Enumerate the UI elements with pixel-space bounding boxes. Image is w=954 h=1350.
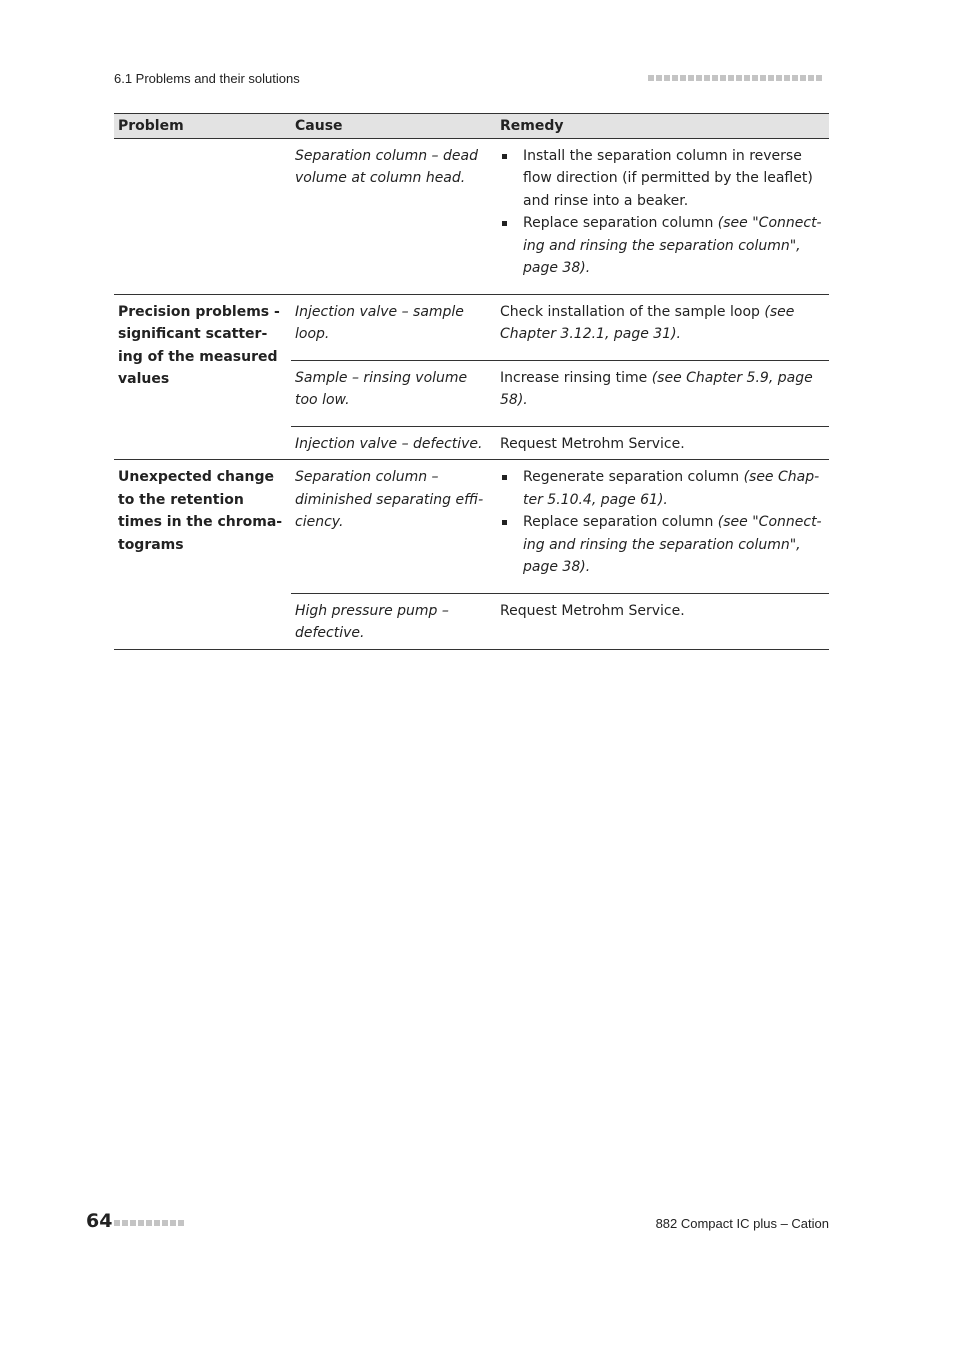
list-item: Regenerate separation column (see Chap-ter 5.10.4, page 61). <box>500 466 825 511</box>
troubleshooting-table <box>114 113 829 650</box>
cause-cell: Separation column – dead volume at column head. <box>291 138 496 294</box>
cross-reference: (see Chapter 3.12.1, page 31). <box>500 303 795 342</box>
list-item: Replace separation column (see "Connect-ing and rinsing the separation column", page 38). <box>500 212 825 280</box>
cross-reference: (see Chap-ter 5.10.4, page 61). <box>523 469 820 508</box>
cause-cell: Separation column – diminished separating effi-ciency. <box>291 460 496 594</box>
running-footer-product: 882 Compact IC plus – Cation <box>655 1216 829 1231</box>
table-row <box>114 294 829 360</box>
cause-cell: Sample – rinsing volume too low. <box>291 360 496 426</box>
column-header-remedy: Remedy <box>496 114 829 139</box>
cause-cell: Injection valve – sample loop. <box>291 294 496 360</box>
list-item: Replace separation column (see "Connect-ing and rinsing the separation column", page 38). <box>500 511 825 579</box>
problem-cell <box>114 138 291 294</box>
cross-reference: (see "Connect-ing and rinsing the separation column", page 38). <box>523 514 822 575</box>
running-header-section: 6.1 Problems and their solutions <box>114 71 300 86</box>
cross-reference: (see "Connect-ing and rinsing the separation column", page 38). <box>523 215 822 276</box>
column-header-problem: Problem <box>114 114 291 139</box>
cause-cell: Injection valve – defective. <box>291 426 496 460</box>
remedy-cell: Request Metrohm Service. <box>496 426 829 460</box>
cause-cell: High pressure pump – defective. <box>291 593 496 649</box>
problem-cell: Precision problems - significant scatter-ing of the measured values <box>114 294 291 460</box>
problem-cell: Unexpected change to the retention times in the chroma-tograms <box>114 460 291 650</box>
table-header-row <box>114 114 829 139</box>
table-row <box>114 460 829 594</box>
list-item: Install the separation column in reverse flow direction (if permitted by the leaflet) and rinse into a beaker. <box>500 145 825 213</box>
remedy-cell: Check installation of the sample loop (see Chapter 3.12.1, page 31). <box>496 294 829 360</box>
remedy-list <box>500 145 825 280</box>
remedy-cell: Increase rinsing time (see Chapter 5.9, page 58). <box>496 360 829 426</box>
remedy-cell <box>496 460 829 594</box>
page-number: 64 <box>86 1210 113 1232</box>
column-header-cause: Cause <box>291 114 496 139</box>
remedy-cell: Request Metrohm Service. <box>496 593 829 649</box>
remedy-list <box>500 466 825 579</box>
footer-decorative-dots <box>114 1220 184 1226</box>
remedy-cell <box>496 138 829 294</box>
table-row <box>114 138 829 294</box>
header-decorative-dots <box>648 75 822 81</box>
cross-reference: (see Chapter 5.9, page 58). <box>500 369 813 408</box>
